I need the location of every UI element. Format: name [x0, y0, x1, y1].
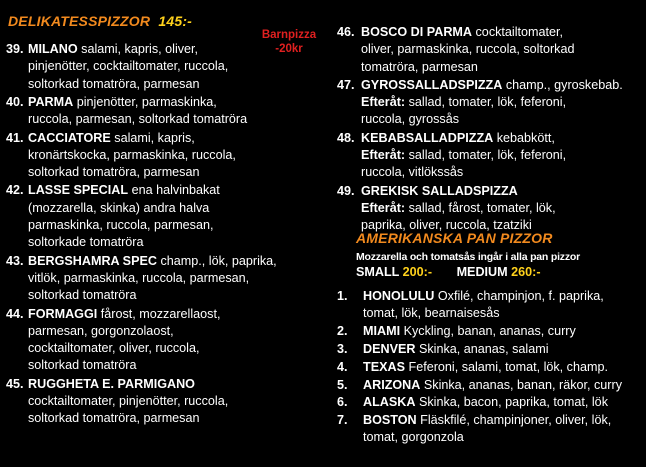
item-number: 49.	[337, 183, 355, 198]
menu-item	[6, 376, 228, 428]
item-ingredients: soltorkad tomatröra	[28, 358, 137, 373]
menu-item	[337, 288, 604, 323]
item-name: PARMA	[28, 94, 74, 109]
menu-item	[337, 412, 611, 447]
item-number: 1.	[337, 289, 348, 303]
item-ingredients: tomat, gorgonzola	[363, 430, 464, 445]
item-ingredients: kebabkött,	[493, 130, 555, 145]
item-ingredients: pinjenötter, parmaskinka,	[73, 94, 217, 109]
item-ingredients: Skinka, ananas, banan, räkor, curry	[420, 377, 622, 392]
item-name: BOSTON	[363, 413, 417, 428]
item-name: MIAMI	[363, 324, 401, 339]
item-ingredients: soltorkad tomatröra	[28, 288, 137, 303]
item-toppings-after: paprika, oliver, ruccola, tzatziki	[361, 218, 532, 233]
item-ingredients: cocktailtomater, pinjenötter, ruccola,	[28, 393, 229, 408]
item-number: 4.	[337, 359, 348, 374]
menu-item	[6, 182, 220, 251]
item-name: GYROSSALLADSPIZZA	[361, 77, 503, 92]
item-number: 48.	[337, 130, 355, 145]
item-ingredients: kronärtskocka, parmaskinka, ruccola,	[28, 147, 236, 162]
item-ingredients: Feferoni, salami, tomat, lök, champ.	[405, 359, 608, 374]
item-ingredients: oliver, parmaskinka, ruccola, soltorkad	[361, 42, 575, 57]
delikatess-title: DELIKATESSPIZZOR 145:-	[8, 13, 193, 29]
menu-item	[337, 359, 608, 376]
item-ingredients: Oxfilé, champinjon, f. paprika,	[434, 289, 604, 303]
item-number: 41.	[6, 130, 24, 145]
item-ingredients: champ., lök, paprika,	[156, 253, 277, 268]
item-number: 45.	[6, 376, 24, 391]
menu-item	[337, 323, 576, 340]
item-name: FORMAGGI	[28, 306, 98, 321]
item-ingredients: cocktailtomater, oliver, ruccola,	[28, 341, 200, 356]
item-name: BOSCO DI PARMA	[361, 25, 473, 39]
item-name: HONOLULU	[363, 289, 435, 303]
pan-sizes: SMALL 200:- MEDIUM 260:-	[356, 265, 541, 279]
item-ingredients: Kyckling, banan, ananas, curry	[400, 324, 576, 339]
item-name: ALASKA	[363, 395, 416, 410]
item-ingredients: (mozzarella, skinka) andra halva	[28, 200, 210, 215]
item-ingredients: soltorkad tomatröra, parmesan	[28, 165, 200, 180]
menu-item	[6, 253, 277, 305]
item-ingredients: soltorkade tomatröra	[28, 235, 144, 250]
menu-item	[6, 306, 220, 375]
item-toppings-after: ruccola, gyrossås	[361, 112, 459, 127]
item-number: 39.	[6, 42, 24, 56]
item-name: GREKISK SALLADSPIZZA	[361, 183, 518, 198]
delikatess-price: 145:-	[158, 13, 193, 29]
item-ingredients: ruccola, parmesan, soltorkad tomatröra	[28, 112, 248, 127]
item-name: RUGGHETA E. PARMIGANO	[28, 376, 195, 391]
item-ingredients: soltorkad tomatröra, parmesan	[28, 76, 200, 91]
item-name: MILANO	[28, 42, 78, 56]
item-ingredients: Skinka, bacon, paprika, tomat, lök	[415, 395, 608, 410]
menu-item	[337, 377, 622, 394]
item-toppings-after: sallad, tomater, lök, feferoni,	[405, 148, 567, 163]
pan-title: AMERIKANSKA PAN PIZZOR	[356, 230, 553, 246]
item-name: DENVER	[363, 341, 416, 356]
item-ingredients: tomat, lök, bearnaisesås	[363, 306, 500, 321]
item-ingredients: parmaskinka, ruccola, parmesan,	[28, 217, 214, 232]
item-name: KEBABSALLADPIZZA	[361, 130, 494, 145]
item-ingredients: Skinka, ananas, salami	[415, 341, 549, 356]
menu-item	[6, 94, 247, 129]
item-ingredients: vitlök, parmaskinka, ruccola, parmesan,	[28, 270, 250, 285]
menu-item	[337, 24, 575, 76]
menu-item	[6, 130, 236, 182]
item-ingredients: Fläskfilé, champinjoner, oliver, lök,	[416, 413, 612, 428]
item-ingredients: cocktailtomater,	[472, 25, 564, 39]
item-number: 3.	[337, 341, 348, 356]
item-toppings-after: ruccola, vitlökssås	[361, 165, 464, 180]
pan-medium-price: 260:-	[511, 265, 541, 279]
item-number: 44.	[6, 306, 24, 321]
item-name: CACCIATORE	[28, 130, 111, 145]
item-toppings-after: sallad, tomater, lök, feferoni,	[405, 95, 567, 110]
item-number: 2.	[337, 324, 348, 339]
after-label: Efteråt:	[361, 148, 406, 163]
menu-item	[337, 77, 623, 129]
item-ingredients: champ., gyroskebab.	[502, 77, 623, 92]
kids-pizza-note: Barnpizza -20kr	[261, 29, 317, 55]
menu-item	[337, 183, 556, 235]
menu-item	[337, 394, 608, 411]
item-number: 43.	[6, 253, 24, 268]
menu-item	[337, 130, 566, 182]
item-name: LASSE SPECIAL	[28, 183, 129, 198]
item-ingredients: tomatröra, parmesan	[361, 59, 478, 74]
pan-subtitle: Mozzarella och tomatsås ingår i alla pan pizzor	[356, 251, 580, 263]
after-label: Efteråt:	[361, 200, 406, 215]
item-ingredients: fårost, mozzarellaost,	[97, 306, 221, 321]
item-number: 46.	[337, 25, 355, 39]
item-ingredients: ena halvinbakat	[128, 183, 220, 198]
item-ingredients: pinjenötter, cocktailtomater, ruccola,	[28, 59, 229, 74]
item-ingredients: soltorkad tomatröra, parmesan	[28, 411, 200, 426]
item-ingredients: salami, kapris,	[110, 130, 195, 145]
item-toppings-after: sallad, fårost, tomater, lök,	[405, 200, 556, 215]
item-number: 47.	[337, 77, 355, 92]
item-number: 5.	[337, 377, 348, 392]
item-name: TEXAS	[363, 359, 405, 374]
after-label: Efteråt:	[361, 95, 406, 110]
item-ingredients: parmesan, gorgonzolaost,	[28, 323, 174, 338]
item-number: 40.	[6, 94, 24, 109]
pan-small-price: 200:-	[402, 265, 433, 279]
menu-item	[6, 41, 228, 93]
item-number: 7.	[337, 413, 348, 428]
item-number: 42.	[6, 183, 24, 198]
item-name: ARIZONA	[363, 377, 421, 392]
item-name: BERGSHAMRA SPEC	[28, 253, 157, 268]
item-ingredients: salami, kapris, oliver,	[77, 42, 199, 56]
menu-item	[337, 341, 549, 358]
item-number: 6.	[337, 395, 348, 410]
